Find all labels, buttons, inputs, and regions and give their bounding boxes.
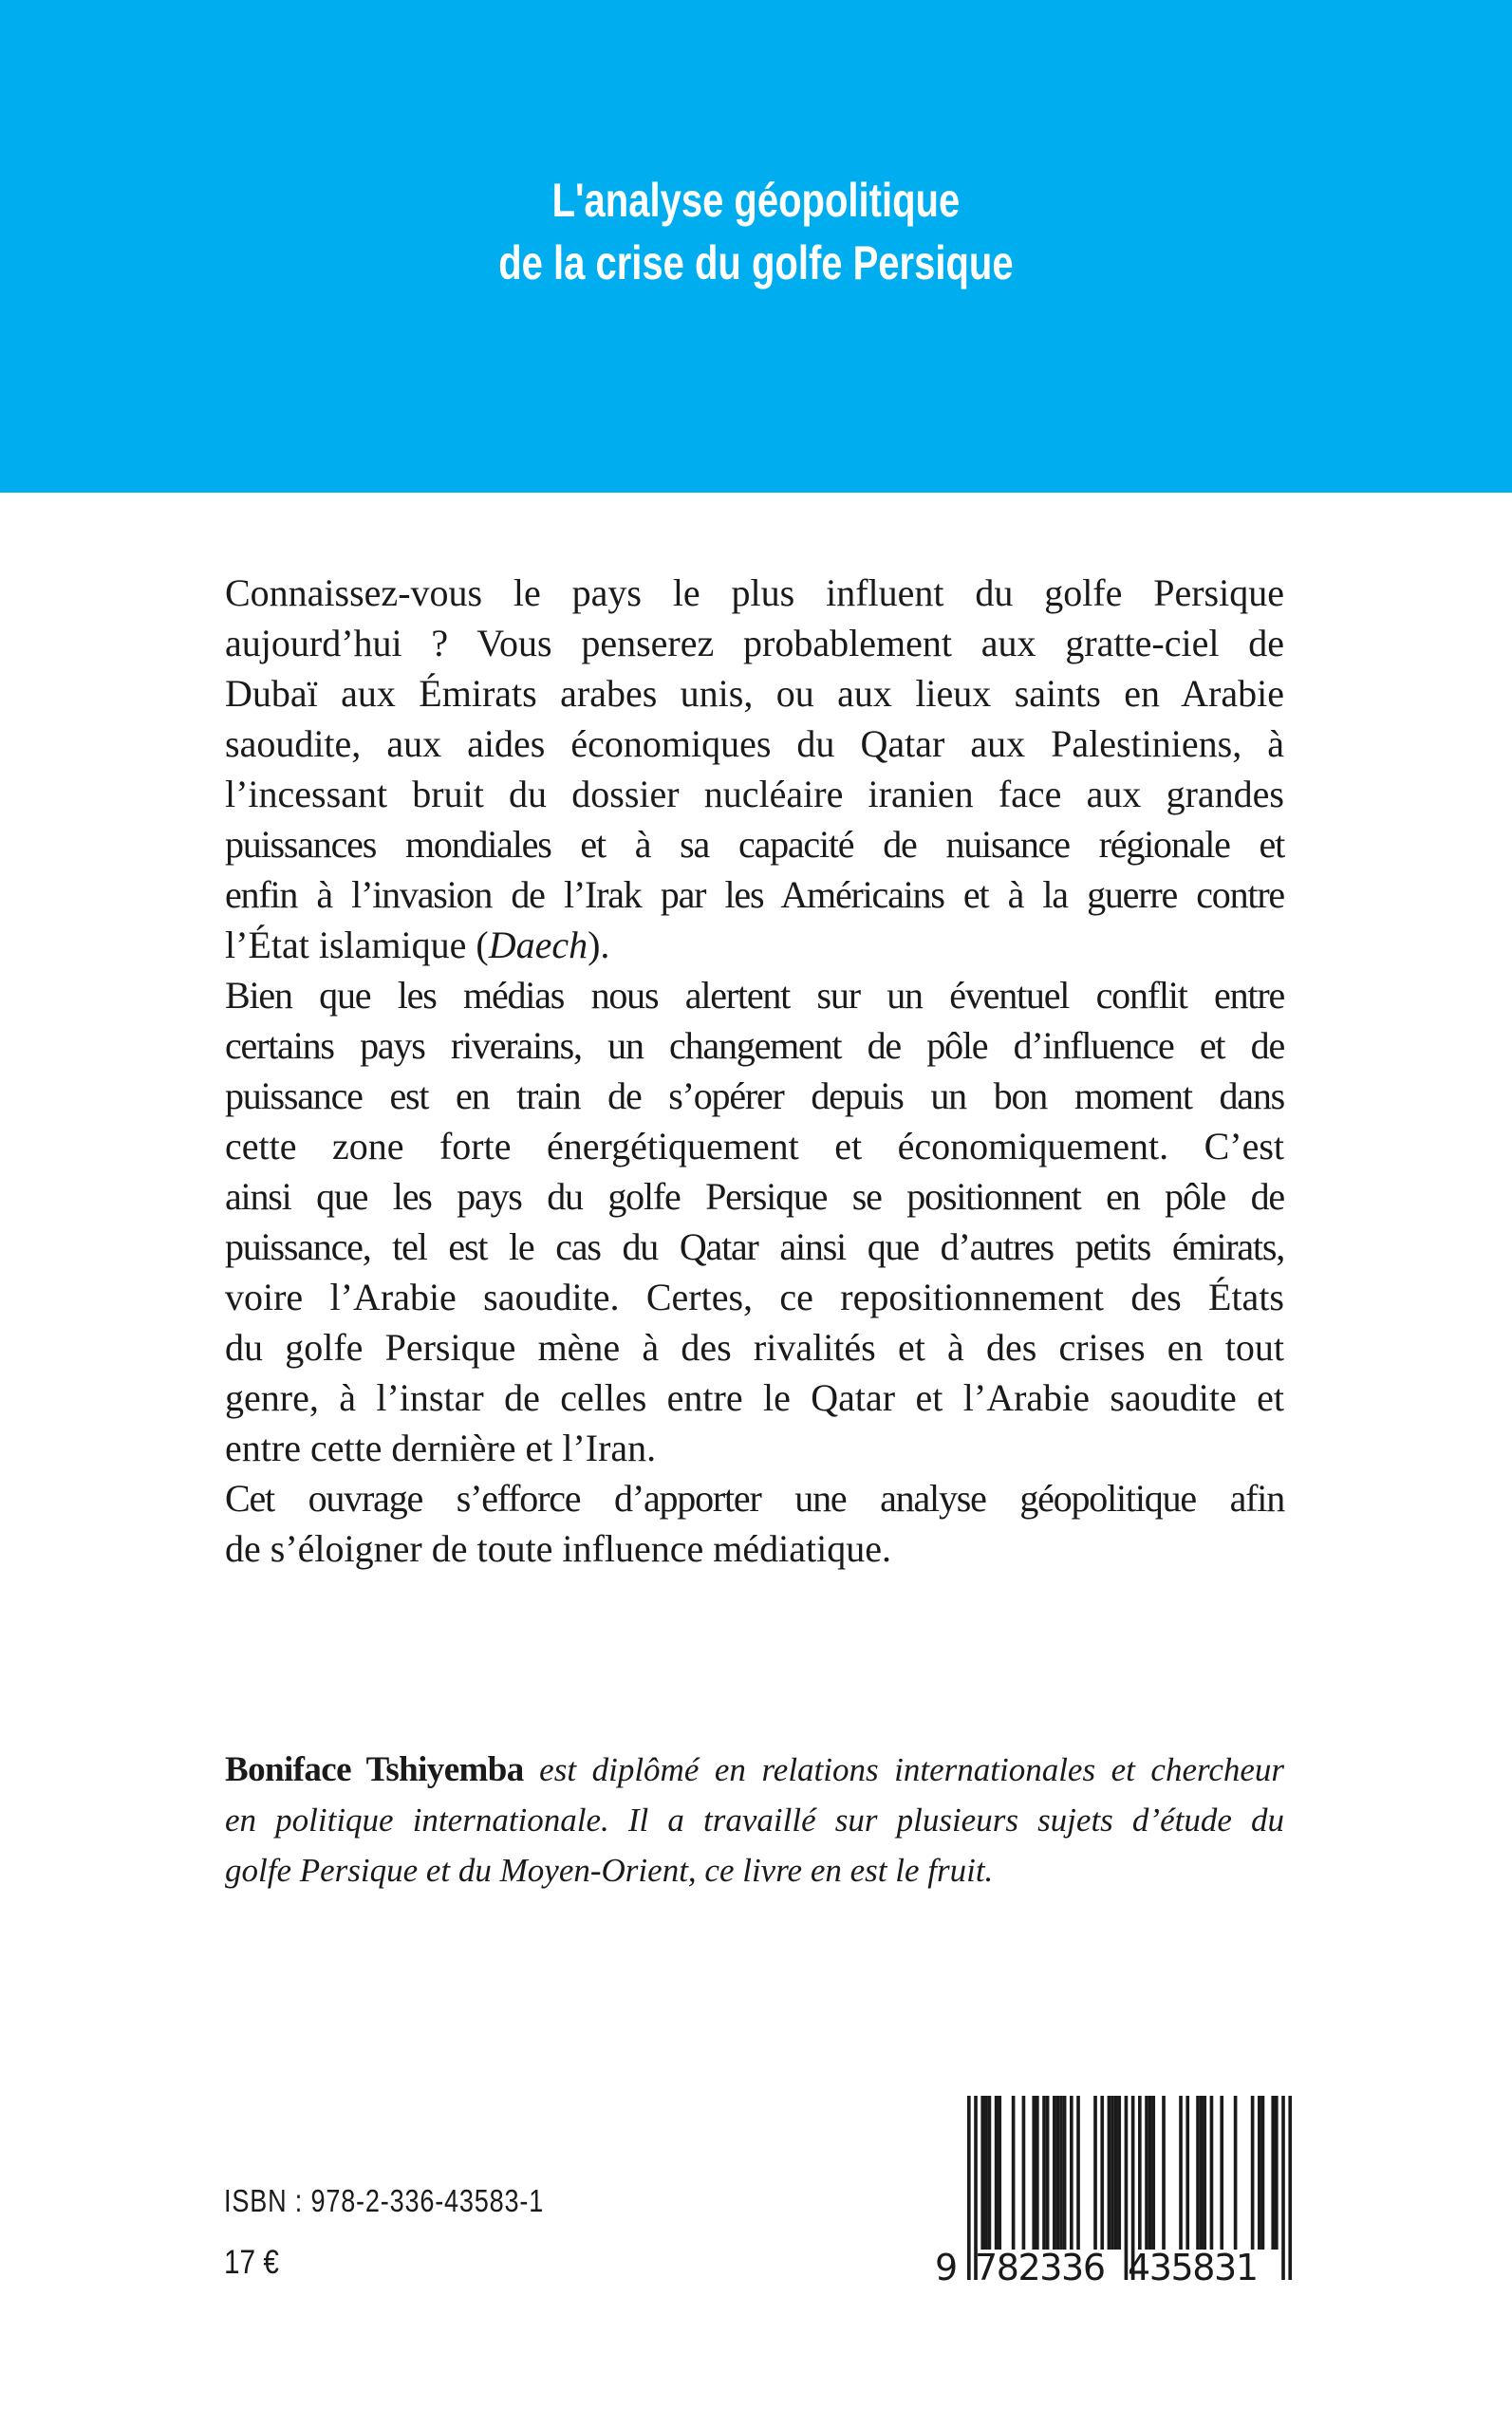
summary-text: l’État islamique ( (225, 924, 489, 966)
summary-text: ). (588, 924, 610, 966)
summary-italic-term: Daech (488, 924, 588, 966)
barcode-bar (1070, 2096, 1073, 2250)
barcode-bar (1258, 2096, 1261, 2250)
book-summary (225, 568, 1284, 1574)
barcode-bar (1100, 2096, 1104, 2250)
summary-line: puissances mondiales et à sa capacité de nuisance régionale et (225, 823, 1284, 866)
author-bio-text: est diplômé en relations internationales et chercheur (523, 1751, 1285, 1788)
barcode-bar (1076, 2096, 1080, 2250)
barcode-bar (998, 2096, 1001, 2250)
barcode-bar (1210, 2096, 1214, 2250)
summary-line: Dubaï aux Émirats arabes unis, ou aux lieux saints en Arabie (225, 672, 1284, 715)
summary-line: enfin à l’invasion de l’Irak par les Américains et à la guerre contre (225, 873, 1284, 916)
summary-line: cette zone forte énergétiquement et économiquement. C’est (225, 1125, 1284, 1167)
barcode-bar (988, 2096, 992, 2250)
barcode-bar (1053, 2096, 1056, 2250)
barcode-right-digits: 435831 (1128, 2247, 1259, 2288)
summary-line (225, 920, 1284, 970)
summary-line: l’incessant bruit du dossier nucléaire iranien face aux grandes (225, 773, 1284, 815)
barcode-bar (1200, 2096, 1204, 2250)
author-bio-line (225, 1745, 1284, 1795)
barcode-bar (1117, 2096, 1121, 2250)
barcode-bar (1185, 2096, 1189, 2250)
barcode-guard-bar (967, 2096, 971, 2280)
book-title-line-2: de la crise du golfe Persique (498, 236, 1014, 289)
barcode-bar (1022, 2096, 1026, 2250)
barcode-bar (1179, 2096, 1183, 2250)
summary-line: ainsi que les pays du golfe Persique se positionnent en pôle de (225, 1175, 1284, 1218)
barcode-first-digit: 9 (935, 2247, 959, 2288)
barcode-bar (980, 2096, 984, 2250)
book-title-line-1: L'analyse géopolitique (551, 174, 961, 227)
barcode-bar (1114, 2096, 1118, 2250)
author-bio-line: en politique internationale. Il a travaillé sur plusieurs sujets d’étude du (225, 1802, 1284, 1839)
price-label: 17 € (224, 2244, 279, 2281)
barcode-bar (1059, 2096, 1063, 2250)
book-title (151, 169, 1360, 294)
barcode-bar (1056, 2096, 1060, 2250)
summary-line: genre, à l’instar de celles entre le Qatar et l’Arabie saoudite et (225, 1376, 1284, 1419)
summary-line: puissance est en train de s’opérer depuis un bon moment dans (225, 1074, 1284, 1117)
barcode-bar (1203, 2096, 1206, 2250)
summary-line: Bien que les médias nous alertent sur un éventuel conflit entre (225, 974, 1284, 1017)
barcode-bar (1111, 2096, 1114, 2250)
isbn-barcode (925, 2088, 1305, 2292)
barcode-bar (1261, 2096, 1265, 2250)
barcode-bar (1271, 2096, 1275, 2250)
barcode-bar (1275, 2096, 1279, 2250)
summary-line: Cet ouvrage s’efforce d’apporter une analyse géopolitique afin (225, 1477, 1284, 1520)
barcode-bar (1151, 2096, 1155, 2250)
author-bio (225, 1745, 1284, 1895)
author-bio-line: golfe Persique et du Moyen-Orient, ce livre en est le fruit. (225, 1852, 994, 1889)
barcode-bar (1042, 2096, 1046, 2250)
barcode-guard-bar (1281, 2096, 1285, 2280)
barcode-guard-bar (1288, 2096, 1292, 2280)
barcode-bar (1148, 2096, 1152, 2250)
summary-line: de s’éloigner de toute influence médiatique. (225, 1527, 891, 1570)
summary-line: entre cette dernière et l’Iran. (225, 1427, 657, 1469)
barcode-bar (1046, 2096, 1050, 2250)
isbn-label: ISBN : 978-2-336-43583-1 (224, 2183, 545, 2218)
summary-line: puissance, tel est le cas du Qatar ainsi que d’autres petits émirats, (225, 1225, 1284, 1268)
barcode-bar (1196, 2096, 1200, 2250)
summary-line: voire l’Arabie saoudite. Certes, ce repositionnement des États (225, 1276, 1284, 1318)
barcode-bar (1145, 2096, 1148, 2250)
barcode-bar (1012, 2096, 1016, 2250)
barcode-bar (1234, 2096, 1238, 2250)
summary-line: Connaissez-vous le pays le plus influent du golfe Persique (225, 571, 1284, 614)
summary-line: saoudite, aux aides économiques du Qatar aux Palestiniens, à (225, 722, 1284, 765)
barcode-bar (1220, 2096, 1223, 2250)
summary-line: du golfe Persique mène à des rivalités et à des crises en tout (225, 1326, 1284, 1369)
summary-line: certains pays riverains, un changement de pôle d’influence et de (225, 1024, 1284, 1067)
barcode-bar (1162, 2096, 1166, 2250)
barcode-bar (984, 2096, 988, 2250)
barcode-bar (1108, 2096, 1111, 2250)
barcode-left-digits: 782336 (975, 2247, 1106, 2288)
barcode-bar (1032, 2096, 1036, 2250)
barcode-bar (1138, 2096, 1142, 2250)
barcode-bar (1093, 2096, 1097, 2250)
barcode-graphic (925, 2088, 1305, 2292)
author-name: Boniface Tshiyemba (225, 1750, 524, 1789)
barcode-bar (1251, 2096, 1255, 2250)
summary-line: aujourd’hui ? Vous penserez probablement aux gratte-ciel de (225, 622, 1284, 664)
barcode-bar (1036, 2096, 1039, 2250)
barcode-bar (995, 2096, 999, 2250)
barcode-bar (1063, 2096, 1067, 2250)
